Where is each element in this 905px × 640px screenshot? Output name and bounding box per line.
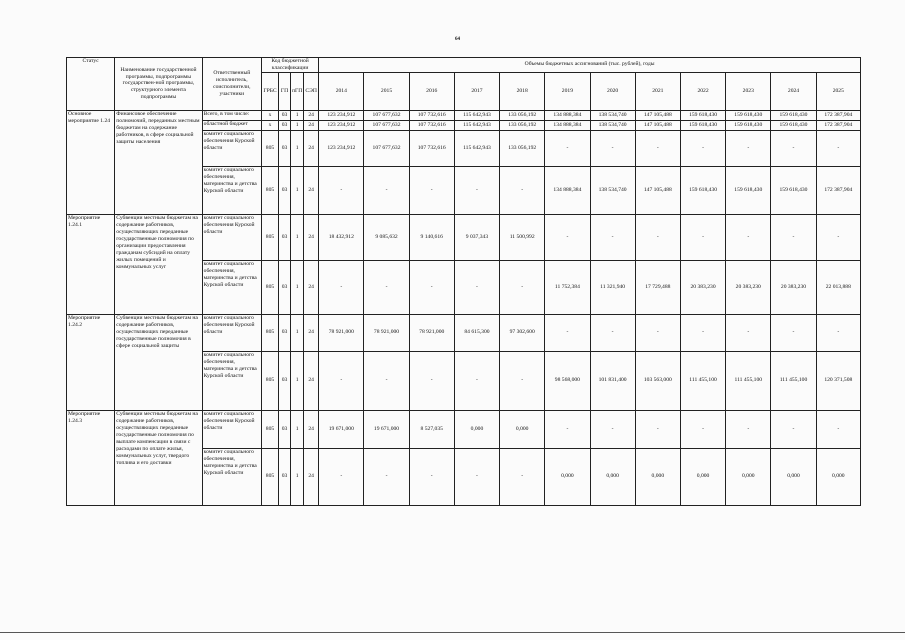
table-row: [67, 410, 861, 448]
row-code: 24: [304, 351, 319, 410]
row-code: 1: [291, 260, 304, 314]
row-code: 1: [291, 448, 304, 505]
row-amount: 172 387,904: [816, 110, 860, 120]
row-amount: 11 321,940: [590, 260, 635, 314]
row-code: х: [261, 120, 278, 130]
row-amount: 0,000: [500, 410, 545, 448]
row-code: 1: [291, 130, 304, 166]
row-amount: -: [816, 410, 860, 448]
row-code: 1: [291, 351, 304, 410]
row-amount: 0,000: [680, 448, 725, 505]
row-amount: -: [590, 130, 635, 166]
row-code: 1: [291, 314, 304, 351]
row-name: Субвенции местным бюджетам на содержание работников, осуществляющих переданные государственные полномочия по организации предоставления гражданам субсидий на оплату жилых помещений и коммунальных услуг: [115, 214, 202, 314]
row-amount: 20 383,230: [771, 260, 816, 314]
header-year: 2024: [771, 72, 816, 110]
row-name: Субвенции местным бюджетам на содержание работников, осуществляющих переданные государственные полномочия по выплате компенсации в связи с расходами по оплате жилья, коммунальных услуг, твердого топлива и его доставки: [115, 410, 202, 505]
row-amount: -: [500, 166, 545, 214]
row-amount: -: [409, 260, 454, 314]
row-amount: -: [680, 410, 725, 448]
row-name: Финансовое обеспечение полномочий, переданных местным бюджетам на содержание работников, в сфере социальной защиты населения: [115, 110, 202, 214]
row-amount: 115 642,943: [454, 120, 499, 130]
row-amount: 98 568,000: [545, 351, 590, 410]
row-amount: -: [590, 410, 635, 448]
row-executor: комитет социального обеспечения Курской области: [202, 410, 261, 448]
row-code: 805: [261, 166, 278, 214]
row-amount: -: [545, 214, 590, 260]
row-amount: 22 013,888: [816, 260, 860, 314]
row-amount: -: [590, 314, 635, 351]
row-code: 1: [291, 410, 304, 448]
budget-table: [66, 57, 861, 506]
row-code: 03: [279, 166, 291, 214]
row-code: 805: [261, 448, 278, 505]
row-amount: 159 618,430: [680, 166, 725, 214]
row-amount: 147 105,488: [635, 110, 680, 120]
row-code: 1: [291, 214, 304, 260]
header-executor: Ответственный исполнитель, соисполнители, участники: [202, 58, 261, 111]
row-amount: -: [454, 166, 499, 214]
header-year: 2025: [816, 72, 860, 110]
header-year: 2015: [364, 72, 409, 110]
header-year: 2014: [319, 72, 364, 110]
row-code: 03: [279, 314, 291, 351]
row-executor: Всего, в том числе:: [202, 110, 261, 120]
row-amount: 133 056,192: [500, 110, 545, 120]
row-code: 03: [279, 110, 291, 120]
row-amount: -: [319, 448, 364, 505]
row-executor: комитет социального обеспечения, материнства и детства Курской области: [202, 260, 261, 314]
row-amount: -: [500, 351, 545, 410]
row-code: 24: [304, 110, 319, 120]
header-year: 2018: [500, 72, 545, 110]
header-name: Наименование государственной программы, подпрограммы государствен-ной программы, структурного элемента подпрограммы: [115, 58, 202, 111]
row-amount: -: [771, 214, 816, 260]
row-amount: 0,000: [726, 448, 771, 505]
row-status: Мероприятие 1.24.2: [67, 314, 115, 410]
row-amount: 159 618,430: [726, 120, 771, 130]
row-code: 03: [279, 130, 291, 166]
row-code: 805: [261, 214, 278, 260]
row-amount: 11 752,384: [545, 260, 590, 314]
header-year: 2023: [726, 72, 771, 110]
row-amount: 172 387,904: [816, 166, 860, 214]
row-executor: комитет социального обеспечения, материнства и детства Курской области: [202, 351, 261, 410]
row-amount: 115 642,943: [454, 130, 499, 166]
row-amount: -: [364, 351, 409, 410]
row-amount: -: [364, 260, 409, 314]
row-code: 805: [261, 130, 278, 166]
row-amount: -: [816, 214, 860, 260]
row-amount: 107 732,616: [409, 120, 454, 130]
row-amount: 123 234,912: [319, 120, 364, 130]
row-amount: -: [771, 130, 816, 166]
row-amount: 78 921,000: [364, 314, 409, 351]
row-code: 03: [279, 214, 291, 260]
row-amount: -: [409, 351, 454, 410]
row-code: х: [261, 110, 278, 120]
row-amount: 84 615,300: [454, 314, 499, 351]
row-amount: 107 732,616: [409, 110, 454, 120]
row-amount: 133 056,192: [500, 130, 545, 166]
row-amount: 159 618,430: [680, 120, 725, 130]
row-amount: 120 371,508: [816, 351, 860, 410]
row-amount: 0,000: [545, 448, 590, 505]
row-code: 1: [291, 166, 304, 214]
row-executor: комитет социального обеспечения, материнства и детства Курской области: [202, 448, 261, 505]
row-executor: комитет социального обеспечения Курской области: [202, 314, 261, 351]
row-amount: 0,000: [590, 448, 635, 505]
row-code: 24: [304, 314, 319, 351]
row-amount: 9 140,616: [409, 214, 454, 260]
row-amount: 138 534,740: [590, 110, 635, 120]
row-amount: 0,000: [635, 448, 680, 505]
row-amount: 97 302,600: [500, 314, 545, 351]
row-amount: 19 671,000: [319, 410, 364, 448]
row-amount: -: [726, 214, 771, 260]
row-amount: -: [726, 130, 771, 166]
row-executor: комитет социального обеспечения Курской области: [202, 214, 261, 260]
row-amount: -: [409, 448, 454, 505]
row-name: Субвенции местным бюджетам на содержание работников, осуществляющих переданные государственные полномочия в сфере социальной защиты: [115, 314, 202, 410]
row-code: 24: [304, 166, 319, 214]
page-number: 64: [455, 37, 460, 42]
row-executor: областной бюджет: [202, 120, 261, 130]
row-amount: 20 383,230: [680, 260, 725, 314]
row-amount: -: [680, 130, 725, 166]
row-amount: -: [409, 166, 454, 214]
row-amount: 107 732,616: [409, 130, 454, 166]
row-amount: 134 888,384: [545, 110, 590, 120]
row-amount: -: [771, 314, 816, 351]
row-amount: 78 921,000: [409, 314, 454, 351]
row-status: Мероприятие 1.24.1: [67, 214, 115, 314]
table-row: [67, 214, 861, 260]
row-amount: 159 618,430: [726, 166, 771, 214]
row-code: 03: [279, 120, 291, 130]
header-code-gp: ГП: [279, 72, 291, 110]
row-amount: 17 729,488: [635, 260, 680, 314]
row-code: 03: [279, 410, 291, 448]
table-body: [67, 110, 861, 505]
row-amount: 172 387,904: [816, 120, 860, 130]
table-row: [67, 314, 861, 351]
row-code: 805: [261, 410, 278, 448]
row-amount: 134 888,384: [545, 166, 590, 214]
header-year: 2017: [454, 72, 499, 110]
row-amount: -: [319, 166, 364, 214]
row-amount: 107 677,632: [364, 110, 409, 120]
header-year: 2021: [635, 72, 680, 110]
row-amount: 111 455,100: [771, 351, 816, 410]
row-amount: 18 432,912: [319, 214, 364, 260]
row-amount: 9 037,343: [454, 214, 499, 260]
row-amount: 138 534,740: [590, 120, 635, 130]
row-amount: -: [816, 314, 860, 351]
row-amount: -: [500, 448, 545, 505]
row-code: 24: [304, 214, 319, 260]
row-amount: -: [319, 351, 364, 410]
row-amount: -: [364, 166, 409, 214]
row-code: 805: [261, 351, 278, 410]
row-amount: -: [454, 448, 499, 505]
row-status: Основное мероприятие 1.24: [67, 110, 115, 214]
row-executor: комитет социального обеспечения, материнства и детства Курской области: [202, 166, 261, 214]
row-code: 1: [291, 120, 304, 130]
row-amount: 20 383,230: [726, 260, 771, 314]
row-amount: 107 677,632: [364, 120, 409, 130]
header-volume-group: Объемы бюджетных ассигнований (тыс. рублей), годы: [319, 58, 861, 73]
row-amount: 9 085,632: [364, 214, 409, 260]
row-amount: 0,000: [816, 448, 860, 505]
row-amount: 8 527,035: [409, 410, 454, 448]
row-amount: 159 618,430: [680, 110, 725, 120]
row-amount: -: [545, 130, 590, 166]
row-amount: 138 534,740: [590, 166, 635, 214]
row-amount: 78 921,000: [319, 314, 364, 351]
row-amount: 123 234,912: [319, 110, 364, 120]
row-amount: -: [319, 260, 364, 314]
header-year: 2019: [545, 72, 590, 110]
row-amount: -: [500, 260, 545, 314]
header-code-grbs: ГРБС: [261, 72, 278, 110]
row-code: 24: [304, 120, 319, 130]
row-code: 24: [304, 448, 319, 505]
row-amount: -: [590, 214, 635, 260]
row-status: Мероприятие 1.24.3: [67, 410, 115, 505]
row-amount: 134 888,384: [545, 120, 590, 130]
header-code-group: Код бюджетной классификации: [261, 58, 318, 73]
row-amount: 111 455,100: [680, 351, 725, 410]
row-amount: -: [726, 314, 771, 351]
row-amount: 103 563,000: [635, 351, 680, 410]
table-header: [67, 58, 861, 111]
row-code: 1: [291, 110, 304, 120]
row-code: 805: [261, 260, 278, 314]
row-code: 03: [279, 448, 291, 505]
row-code: 805: [261, 314, 278, 351]
page-bottom-rule: [0, 632, 905, 633]
row-amount: -: [771, 410, 816, 448]
row-code: 24: [304, 130, 319, 166]
row-code: 03: [279, 260, 291, 314]
row-amount: -: [635, 214, 680, 260]
row-amount: 123 234,912: [319, 130, 364, 166]
row-amount: -: [680, 214, 725, 260]
header-year: 2016: [409, 72, 454, 110]
row-executor: комитет социального обеспечения Курской области: [202, 130, 261, 166]
header-year: 2022: [680, 72, 725, 110]
row-amount: -: [545, 410, 590, 448]
row-amount: -: [454, 260, 499, 314]
row-amount: 159 618,430: [771, 110, 816, 120]
row-amount: 133 056,192: [500, 120, 545, 130]
row-amount: 159 618,430: [726, 110, 771, 120]
row-code: 24: [304, 410, 319, 448]
row-amount: -: [816, 130, 860, 166]
header-status: Статус: [67, 58, 115, 111]
row-amount: 147 105,488: [635, 166, 680, 214]
row-amount: 115 642,943: [454, 110, 499, 120]
row-amount: 101 831,400: [590, 351, 635, 410]
row-amount: 159 618,430: [771, 120, 816, 130]
row-amount: -: [545, 314, 590, 351]
row-amount: 147 105,488: [635, 120, 680, 130]
row-amount: -: [454, 351, 499, 410]
row-amount: 11 500,992: [500, 214, 545, 260]
row-code: 03: [279, 351, 291, 410]
row-amount: -: [680, 314, 725, 351]
row-amount: 0,000: [771, 448, 816, 505]
header-year: 2020: [590, 72, 635, 110]
row-amount: -: [635, 410, 680, 448]
row-amount: 159 618,430: [771, 166, 816, 214]
row-amount: -: [635, 130, 680, 166]
row-code: 24: [304, 260, 319, 314]
header-code-pgp: пГП: [291, 72, 304, 110]
row-amount: 19 671,000: [364, 410, 409, 448]
table-row: [67, 110, 861, 120]
header-code-sep: СЭП: [304, 72, 319, 110]
row-amount: 111 455,100: [726, 351, 771, 410]
row-amount: 0,000: [454, 410, 499, 448]
row-amount: 107 677,632: [364, 130, 409, 166]
row-amount: -: [364, 448, 409, 505]
row-amount: -: [635, 314, 680, 351]
row-amount: -: [726, 410, 771, 448]
